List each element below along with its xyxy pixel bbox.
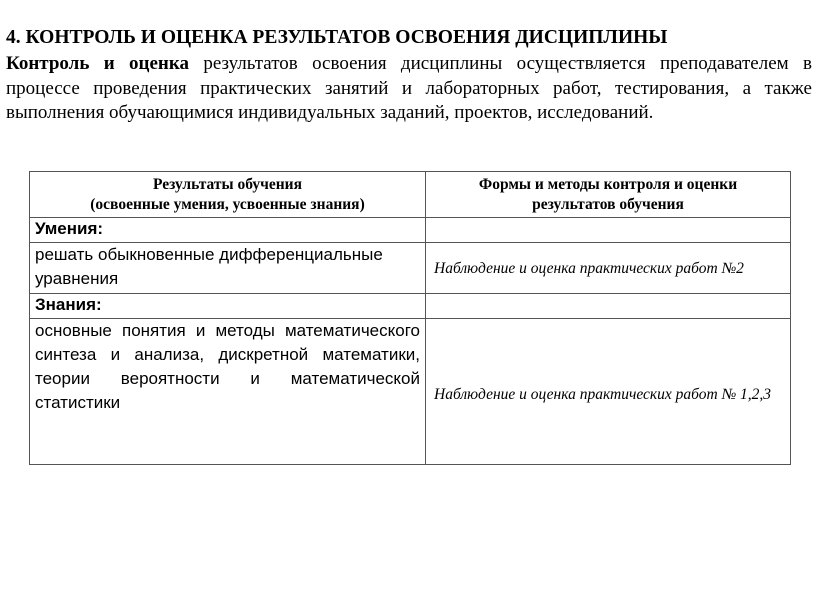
header-methods-line2: результатов обучения [532, 196, 684, 213]
table-row [30, 243, 791, 294]
header-results [30, 172, 426, 218]
header-methods [426, 172, 791, 218]
section-title-knowledge: Знания: [30, 294, 426, 319]
method-cell [426, 319, 791, 465]
section-heading: 4. КОНТРОЛЬ И ОЦЕНКА РЕЗУЛЬТАТОВ ОСВОЕНИЯ ДИСЦИПЛИНЫ [6, 27, 668, 48]
result-cell: основные понятия и методы математического синтеза и анализа, дискретной математики, теории вероятности и математической статистики [30, 319, 426, 465]
intro-paragraph [6, 52, 812, 126]
header-results-line1: Результаты обучения [153, 176, 302, 193]
table-header-row [30, 172, 791, 218]
method-text: Наблюдение и оценка практических работ № 1,2,3 [434, 385, 772, 403]
section-row-knowledge [30, 294, 791, 319]
result-cell: решать обыкновенные дифференциальные уравнения [30, 243, 426, 294]
section-empty-cell [426, 218, 791, 243]
header-results-line2: (освоенные умения, усвоенные знания) [90, 196, 365, 213]
table-row [30, 319, 791, 465]
section-title-skills: Умения: [30, 218, 426, 243]
section-row-skills [30, 218, 791, 243]
intro-text: результатов освоения дисциплины осуществляется преподавателем в процессе проведения практических занятий и лабораторных работ, тестирования, а также выполнения обучающимися индивидуальных заданий, проектов, исследований. [6, 53, 812, 123]
method-cell: Наблюдение и оценка практических работ №2 [426, 243, 791, 294]
intro-lead-bold: Контроль и оценка [6, 53, 190, 74]
header-methods-line1: Формы и методы контроля и оценки [478, 176, 738, 193]
results-table [29, 171, 791, 465]
section-empty-cell [426, 294, 791, 319]
